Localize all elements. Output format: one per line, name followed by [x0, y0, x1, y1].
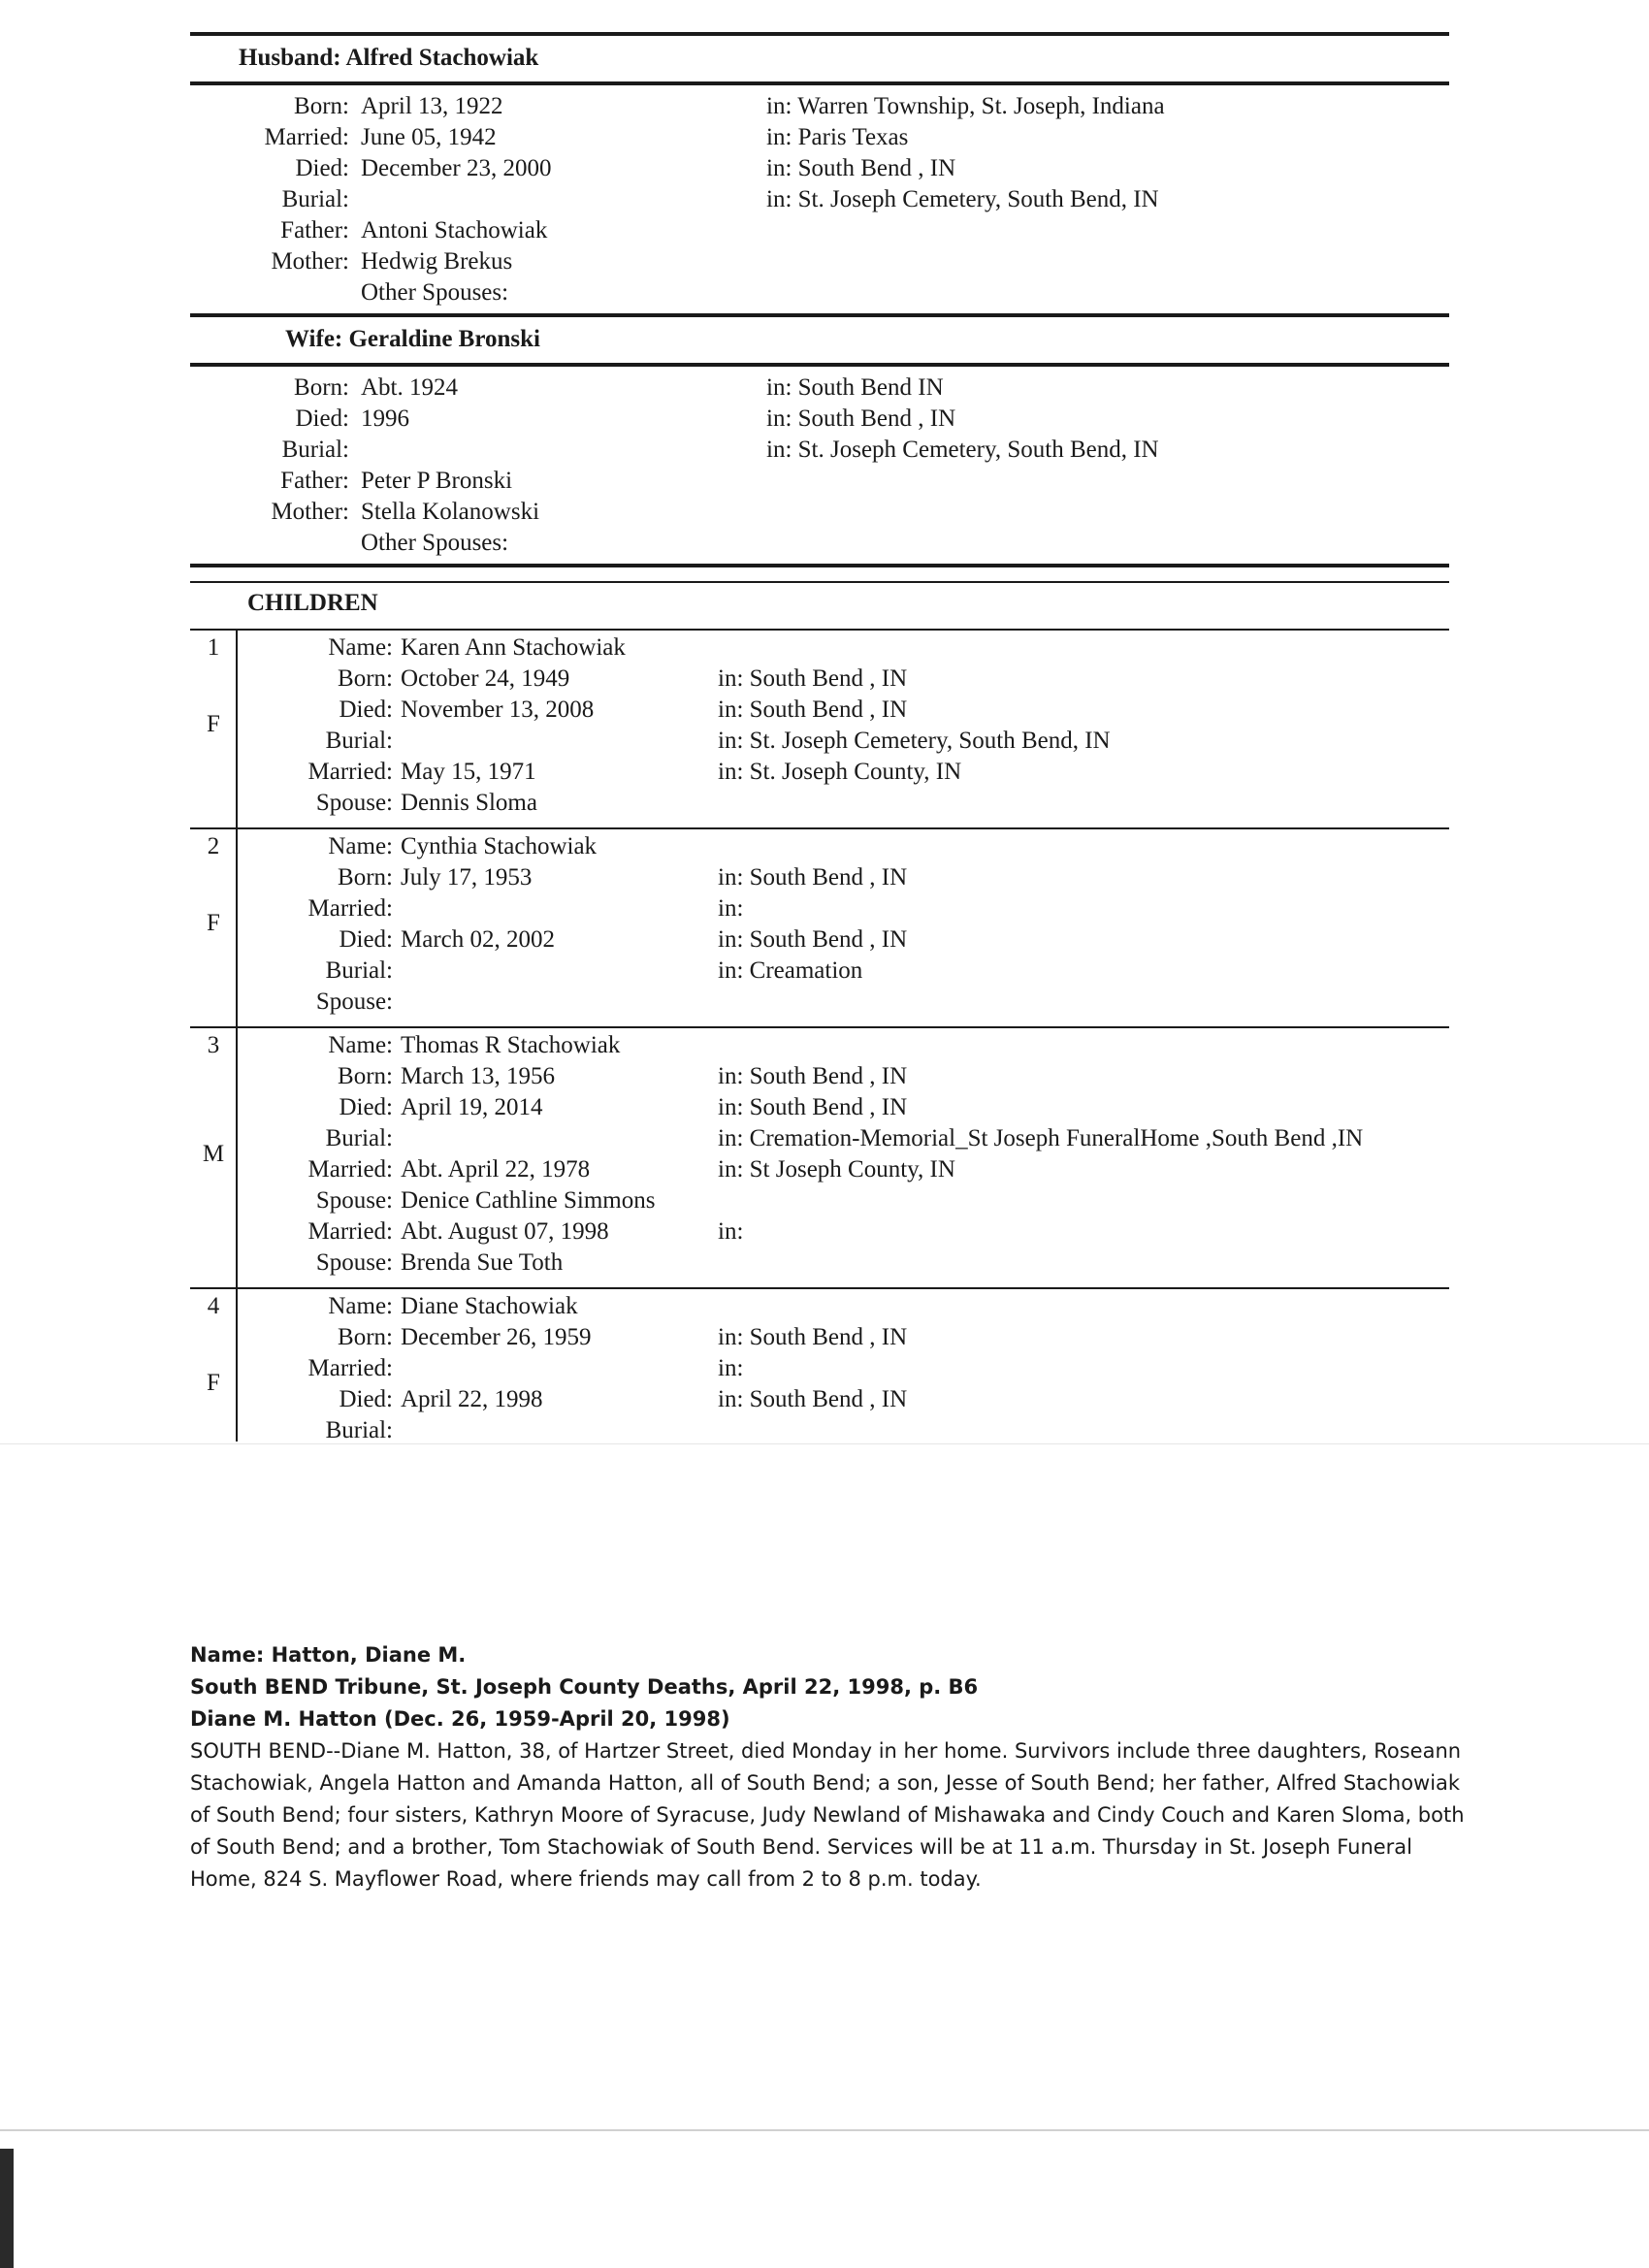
- child-4-died-place: in: South Bend , IN: [718, 1386, 908, 1412]
- child-1-died-label: Died:: [339, 697, 393, 723]
- child-2-married-place: in:: [718, 895, 744, 922]
- husband-mother-value: Hedwig Brekus: [361, 248, 513, 275]
- paste-edge: [0, 1443, 1649, 1444]
- husband-married-value: June 05, 1942: [361, 124, 497, 150]
- child-3-married2-value: Abt. August 07, 1998: [401, 1218, 609, 1245]
- wife-heading: Wife: Geraldine Bronski: [285, 326, 540, 352]
- child-3-died-value: April 19, 2014: [401, 1094, 543, 1120]
- child-1-bottom-rule: [190, 827, 1449, 829]
- child-3-spouse-label: Spouse:: [315, 1187, 393, 1214]
- wife-mother-value: Stella Kolanowski: [361, 499, 540, 525]
- child-4-name-value: Diane Stachowiak: [401, 1293, 578, 1319]
- child-3-married-label: Married:: [307, 1156, 393, 1183]
- child-3-married2-label: Married:: [307, 1218, 393, 1245]
- child-4-born-value: December 26, 1959: [401, 1324, 592, 1350]
- husband-heading: Husband: Alfred Stachowiak: [239, 45, 539, 71]
- wife-died-label: Died:: [295, 405, 349, 432]
- children-heading: CHILDREN: [247, 590, 378, 616]
- husband-father-label: Father:: [280, 217, 349, 243]
- wife-died-place: in: South Bend , IN: [766, 405, 956, 432]
- child-2-died-value: March 02, 2002: [401, 926, 555, 953]
- child-3-married-value: Abt. April 22, 1978: [401, 1156, 591, 1183]
- child-2-born-place: in: South Bend , IN: [718, 864, 908, 891]
- child-3-sex: M: [202, 1141, 225, 1167]
- child-3-spouse-value: Denice Cathline Simmons: [401, 1187, 656, 1214]
- child-2-bottom-rule: [190, 1026, 1449, 1028]
- wife-heading-rule: [190, 363, 1449, 367]
- children-heading-rule: [190, 629, 1449, 631]
- child-2-number: 2: [207, 833, 220, 859]
- child-4-burial-label: Burial:: [325, 1417, 393, 1443]
- child-2-married-label: Married:: [307, 895, 393, 922]
- husband-other-spouses: Other Spouses:: [361, 279, 509, 306]
- child-1-spouse-label: Spouse:: [315, 790, 393, 816]
- husband-heading-rule: [190, 81, 1449, 85]
- obituary-dates-line: Diane M. Hatton (Dec. 26, 1959-April 20, 1998): [190, 1707, 730, 1731]
- child-1-name-value: Karen Ann Stachowiak: [401, 634, 626, 661]
- husband-born-label: Born:: [294, 93, 349, 119]
- child-3-born-place: in: South Bend , IN: [718, 1063, 908, 1089]
- child-3-married2-place: in:: [718, 1218, 744, 1245]
- child-1-burial-place: in: St. Joseph Cemetery, South Bend, IN: [718, 728, 1111, 754]
- children-column-divider: [236, 629, 238, 1442]
- child-2-born-value: July 17, 1953: [401, 864, 533, 891]
- child-4-died-label: Died:: [339, 1386, 393, 1412]
- husband-burial-place: in: St. Joseph Cemetery, South Bend, IN: [766, 186, 1159, 212]
- husband-died-label: Died:: [295, 155, 349, 181]
- child-2-sex: F: [207, 910, 220, 936]
- child-2-born-label: Born:: [338, 864, 393, 891]
- wife-born-label: Born:: [294, 374, 349, 401]
- child-3-spouse2-value: Brenda Sue Toth: [401, 1249, 564, 1276]
- wife-burial-place: in: St. Joseph Cemetery, South Bend, IN: [766, 437, 1159, 463]
- children-top-rule: [190, 581, 1449, 583]
- wife-father-value: Peter P Bronski: [361, 468, 513, 494]
- child-2-burial-place: in: Creamation: [718, 957, 863, 984]
- child-1-married-place: in: St. Joseph County, IN: [718, 759, 962, 785]
- child-4-married-place: in:: [718, 1355, 744, 1381]
- child-3-born-label: Born:: [338, 1063, 393, 1089]
- child-1-burial-label: Burial:: [325, 728, 393, 754]
- wife-born-value: Abt. 1924: [361, 374, 458, 401]
- husband-burial-label: Burial:: [281, 186, 349, 212]
- child-4-number: 4: [207, 1293, 220, 1319]
- child-1-married-value: May 15, 1971: [401, 759, 536, 785]
- obituary-source-line: South BEND Tribune, St. Joseph County Deaths, April 22, 1998, p. B6: [190, 1675, 979, 1699]
- child-1-born-place: in: South Bend , IN: [718, 665, 908, 692]
- child-1-died-place: in: South Bend , IN: [718, 697, 908, 723]
- scan-edge-shadow: [0, 2149, 14, 2268]
- obituary-name-line: Name: Hatton, Diane M.: [190, 1643, 467, 1667]
- child-1-number: 1: [207, 634, 220, 661]
- child-1-born-label: Born:: [338, 665, 393, 692]
- wife-burial-label: Burial:: [281, 437, 349, 463]
- child-3-bottom-rule: [190, 1287, 1449, 1289]
- husband-father-value: Antoni Stachowiak: [361, 217, 548, 243]
- child-2-spouse-label: Spouse:: [315, 988, 393, 1015]
- husband-married-place: in: Paris Texas: [766, 124, 909, 150]
- child-2-died-label: Died:: [339, 926, 393, 953]
- child-3-burial-label: Burial:: [325, 1125, 393, 1151]
- child-2-name-value: Cynthia Stachowiak: [401, 833, 598, 859]
- child-3-number: 3: [207, 1032, 220, 1058]
- child-4-born-place: in: South Bend , IN: [718, 1324, 908, 1350]
- child-3-spouse2-label: Spouse:: [315, 1249, 393, 1276]
- husband-died-value: December 23, 2000: [361, 155, 552, 181]
- wife-other-spouses: Other Spouses:: [361, 530, 509, 556]
- child-2-name-label: Name:: [328, 833, 393, 859]
- child-1-sex: F: [207, 711, 220, 737]
- child-1-born-value: October 24, 1949: [401, 665, 570, 692]
- child-3-burial-place: in: Cremation-Memorial_St Joseph FuneralHome ,South Bend ,IN: [718, 1125, 1364, 1151]
- child-4-name-label: Name:: [328, 1293, 393, 1319]
- child-3-married-place: in: St Joseph County, IN: [718, 1156, 955, 1183]
- scan-edge-line: [0, 2129, 1649, 2131]
- child-4-married-label: Married:: [307, 1355, 393, 1381]
- husband-bottom-rule: [190, 313, 1449, 317]
- obituary-body: SOUTH BEND--Diane M. Hatton, 38, of Hartzer Street, died Monday in her home. Survivors include three daughters, Roseann Stachowiak, Angela Hatton and Amanda Hatton, all of South Bend; a son, Jesse of South Bend; her father, Alfred Stachowiak of South Bend; four sisters, Kathryn Moore of Syracuse, Judy Newland of Mishawaka and Cindy Couch and Karen Sloma, both of South Bend; and a brother, Tom Stachowiak of South Bend. Services will be at 11 a.m. Thursday in St. Joseph Funeral Home, 824 S. Mayflower Road, where friends may call from 2 to 8 p.m. today.: [190, 1739, 1465, 1891]
- wife-died-value: 1996: [361, 405, 409, 432]
- child-1-died-value: November 13, 2008: [401, 697, 595, 723]
- child-4-died-value: April 22, 1998: [401, 1386, 543, 1412]
- wife-mother-label: Mother:: [271, 499, 349, 525]
- child-1-name-label: Name:: [328, 634, 393, 661]
- child-3-born-value: March 13, 1956: [401, 1063, 555, 1089]
- top-rule: [190, 32, 1449, 36]
- husband-mother-label: Mother:: [271, 248, 349, 275]
- child-2-burial-label: Burial:: [325, 957, 393, 984]
- child-4-born-label: Born:: [338, 1324, 393, 1350]
- obituary: [190, 1639, 1490, 1895]
- wife-father-label: Father:: [280, 468, 349, 494]
- child-3-died-place: in: South Bend , IN: [718, 1094, 908, 1120]
- wife-born-place: in: South Bend IN: [766, 374, 944, 401]
- husband-married-label: Married:: [264, 124, 349, 150]
- husband-born-place: in: Warren Township, St. Joseph, Indiana: [766, 93, 1165, 119]
- child-3-name-value: Thomas R Stachowiak: [401, 1032, 621, 1058]
- wife-bottom-rule: [190, 564, 1449, 567]
- child-1-spouse-value: Dennis Sloma: [401, 790, 537, 816]
- child-3-name-label: Name:: [328, 1032, 393, 1058]
- husband-died-place: in: South Bend , IN: [766, 155, 956, 181]
- husband-born-value: April 13, 1922: [361, 93, 503, 119]
- child-3-died-label: Died:: [339, 1094, 393, 1120]
- child-2-died-place: in: South Bend , IN: [718, 926, 908, 953]
- child-1-married-label: Married:: [307, 759, 393, 785]
- child-4-sex: F: [207, 1370, 220, 1396]
